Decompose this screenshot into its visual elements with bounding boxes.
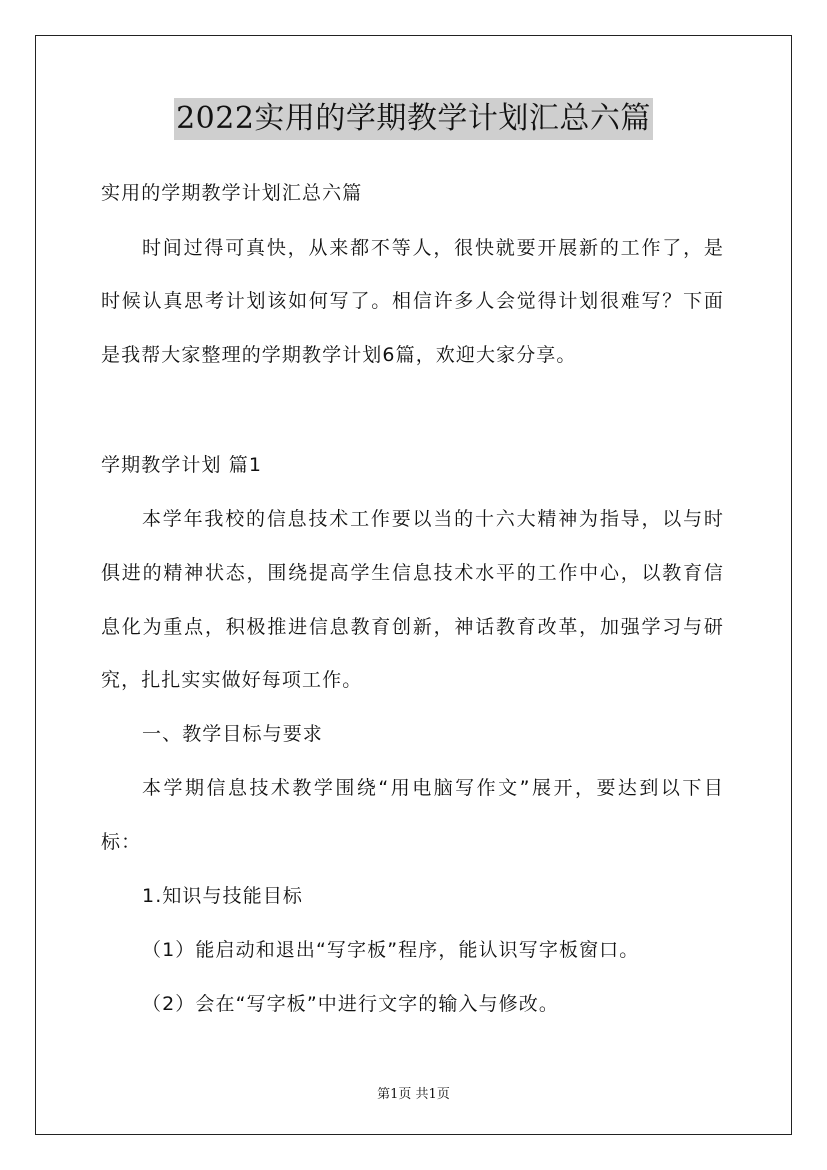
paragraph-line: 时间过得可真快，从来都不等人，很快就要开展新的工作了，是 bbox=[142, 237, 724, 259]
subtitle-line: 实用的学期教学计划汇总六篇 bbox=[101, 182, 363, 204]
paragraph-line: 时候认真思考计划该如何写了。相信许多人会觉得计划很难写？下面 bbox=[101, 290, 724, 312]
paragraph-line: 本学期信息技术教学围绕“用电脑写作文”展开，要达到以下目 bbox=[142, 777, 724, 799]
paragraph-line: 标： bbox=[101, 831, 142, 853]
paragraph-line: 是我帮大家整理的学期教学计划6篇，欢迎大家分享。 bbox=[101, 344, 577, 366]
page-footer: 第1页 共1页 bbox=[377, 1087, 450, 1102]
section-heading: 学期教学计划 篇1 bbox=[101, 454, 263, 476]
subheading: 一、教学目标与要求 bbox=[142, 723, 323, 745]
list-item: （1）能启动和退出“写字板”程序，能认识写字板窗口。 bbox=[142, 939, 640, 961]
document-title-wrapper bbox=[0, 98, 827, 140]
paragraph-line: 息化为重点，积极推进信息教育创新，神话教育改革，加强学习与研 bbox=[101, 616, 724, 638]
paragraph-line: 本学年我校的信息技术工作要以当的十六大精神为指导，以与时 bbox=[142, 508, 724, 530]
paragraph-line: 究，扎扎实实做好每项工作。 bbox=[101, 669, 363, 691]
document-title: 2022实用的学期教学计划汇总六篇 bbox=[174, 98, 653, 140]
paragraph-line: 俱进的精神状态，围绕提高学生信息技术水平的工作中心，以教育信 bbox=[101, 562, 724, 584]
list-item: （2）会在“写字板”中进行文字的输入与修改。 bbox=[142, 993, 559, 1015]
subheading: 1.知识与技能目标 bbox=[142, 885, 304, 907]
